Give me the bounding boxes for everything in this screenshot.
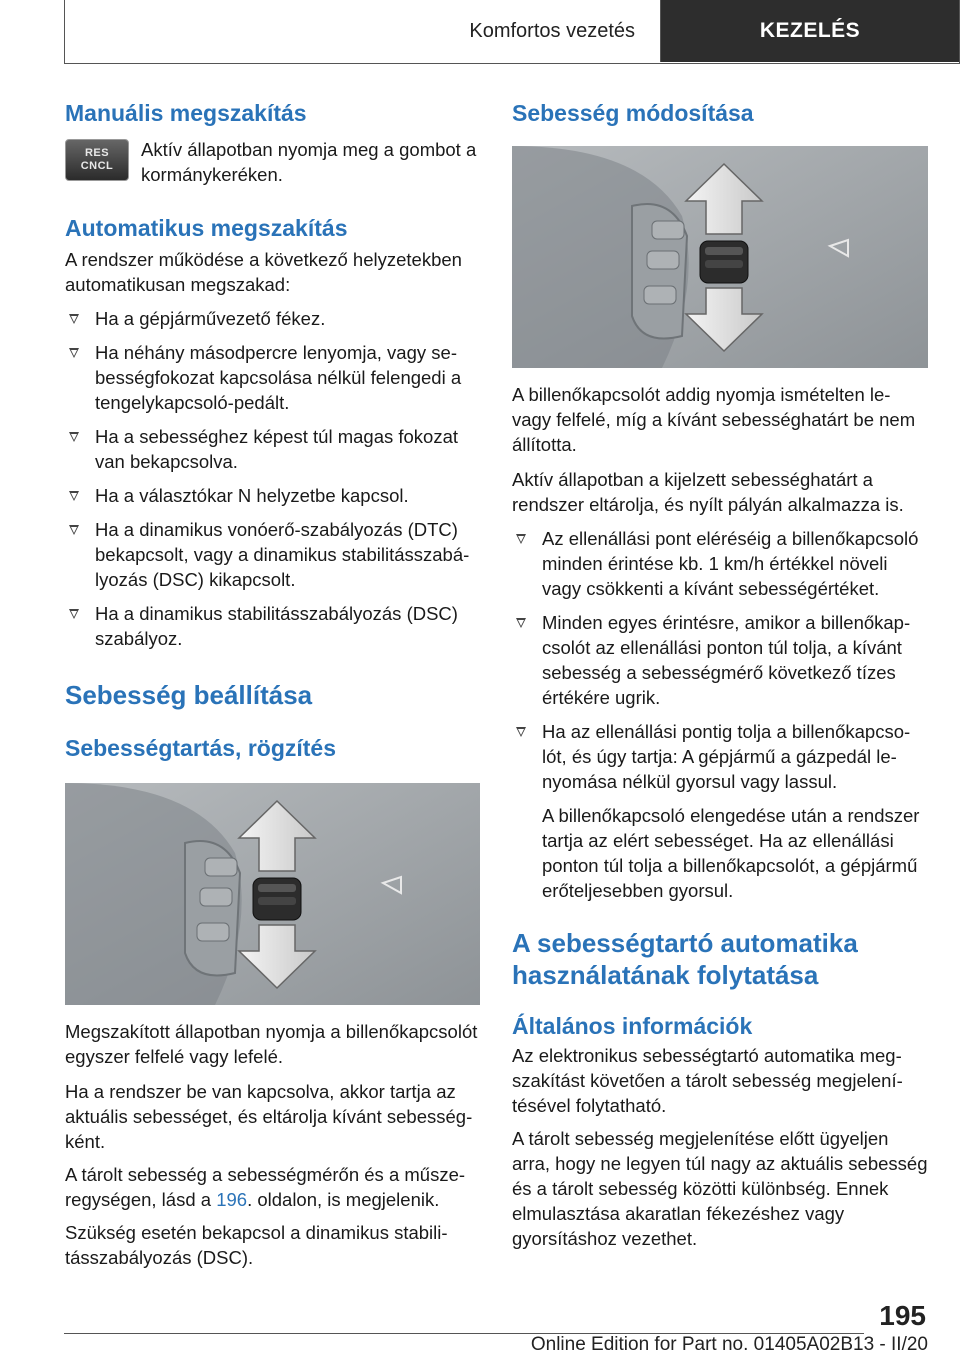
- page-reference-link[interactable]: 196: [216, 1189, 248, 1210]
- steering-wheel-switch-photo: [65, 783, 480, 1005]
- hold-paragraph-2: Ha a rendszer be van kapcsolva, akkor tartja az aktuális sebességet, és eltárolja kívánt sebességként.: [65, 1081, 473, 1152]
- hold-paragraph-4: Szükség esetén bekapcsol a dinamikus stabilitásszabályozás (DSC).: [65, 1222, 448, 1268]
- auto-cancel-list: [65, 306, 480, 651]
- list-item: Ha a sebességhez képest túl magas fokozat van bekapcsolva.: [65, 424, 480, 474]
- steering-wheel-switch-photo: [512, 146, 928, 368]
- change-paragraph-2: Aktív állapotban a kijelzett sebességhatárt a rendszer eltárolja, és nyílt pályán alkalmazza is.: [512, 469, 904, 515]
- hold-paragraph-3: A tárolt sebesség a sebességmérőn és a műszeregységen, lásd a 196. oldalon, is megjelenik.: [65, 1164, 466, 1210]
- bullet-triangle-icon: [69, 314, 79, 324]
- list-item: Minden egyes érintésre, amikor a billenőkapcsolót az ellenállási ponton túl tolja, a kívánt sebesség a sebességmérő következő tízes értékére ugrik.: [512, 610, 928, 710]
- manual-cancel-text: Aktív állapotban nyomja meg a gombot a kormánykeréken.: [141, 139, 477, 185]
- res-label: RES: [84, 147, 110, 159]
- manual-cancel-block: [65, 137, 480, 187]
- heading-hold-speed: Sebességtartás, rögzítés: [65, 735, 337, 761]
- list-item-continuation: A billenőkapcsoló elengedése után a rendszer tartja az elért sebességet. Ha az ellenállási ponton túl tolja a billenőkapcsolót, a gépjármű erőteljesebben gyorsul.: [542, 805, 920, 901]
- list-item: Ha a választókar N helyzetbe kapcsol.: [65, 483, 480, 508]
- heading-set-speed: Sebesség beállítása: [65, 680, 313, 710]
- cncl-label: CNCL: [80, 160, 114, 172]
- list-item: Ha a dinamikus stabilitásszabályozás (DSC) szabályoz.: [65, 601, 480, 651]
- bullet-triangle-icon: [516, 727, 526, 737]
- bullet-triangle-icon: [69, 432, 79, 442]
- change-paragraph-1: A billenőkapcsolót addig nyomja ismételten le- vagy felfelé, míg a kívánt sebességhatárt be nem állította.: [512, 384, 916, 455]
- bullet-triangle-icon: [516, 534, 526, 544]
- bullet-triangle-icon: [69, 609, 79, 619]
- right-column: [512, 98, 928, 1251]
- bullet-triangle-icon: [69, 525, 79, 535]
- list-item: Az ellenállási pont eléréséig a billenőkapcsoló minden érintése kb. 1 km/h értékkel növeli vagy csökkenti a kívánt sebességértéket.: [512, 526, 928, 601]
- list-item: Ha néhány másodpercre lenyomja, vagy sebességfokozat kapcsolása nélkül felengedi a tengelykapcsoló-pedált.: [65, 340, 480, 415]
- heading-resume: A sebességtartó automatika használatának folytatása: [512, 928, 858, 990]
- general-paragraph-1: Az elektronikus sebességtartó automatika megszakítást követően a tárolt sebesség megjelenítésével folytatható.: [512, 1045, 903, 1116]
- res-cncl-button-icon: [65, 139, 129, 181]
- list-item: Ha az ellenállási pontig tolja a billenőkapcsolót, és úgy tartja: A gépjármű a gázpedál lenyomása nélkül gyorsul vagy lassul. A billenőkapcsoló elengedése után a rendszer tartja az elért sebességet. Ha az ellenállási ponton túl tolja a billenőkapcsolót, a gépjármű erőteljesebben gyorsul.: [512, 719, 928, 903]
- list-item: Ha a dinamikus vonóerő-szabályozás (DTC) bekapcsolt, vagy a dinamikus stabilitásszabályozás (DSC) kikapcsolt.: [65, 517, 480, 592]
- heading-manual-cancel: Manuális megszakítás: [65, 100, 307, 126]
- heading-general-info: Általános információk: [512, 1013, 753, 1039]
- section-title: Komfortos vezetés: [469, 19, 635, 42]
- general-paragraph-2: A tárolt sebesség megjelenítése előtt ügyeljen arra, hogy ne legyen túl nagy az aktuális sebesség és a tárolt sebesség közötti különbség. Ennek elmulasztása akaratlan fékezéshez vagy gyorsításhoz vezethet.: [512, 1128, 928, 1249]
- auto-cancel-intro: A rendszer működése a következő helyzetekben automatikusan megszakad:: [65, 249, 462, 295]
- chapter-tab: KEZELÉS: [660, 0, 959, 62]
- bullet-triangle-icon: [69, 491, 79, 501]
- bullet-triangle-icon: [516, 618, 526, 628]
- change-list: [512, 526, 928, 903]
- heading-auto-cancel: Automatikus megszakítás: [65, 215, 348, 241]
- page-header: [64, 0, 960, 64]
- page-number: 195: [879, 1300, 926, 1331]
- edition-footer: Online Edition for Part no. 01405A02B13 - II/20: [530, 1334, 928, 1355]
- hold-paragraph-1: Megszakított állapotban nyomja a billenőkapcsolót egyszer felfelé vagy lefelé.: [65, 1021, 478, 1067]
- heading-change-speed: Sebesség módosítása: [512, 100, 754, 126]
- left-column: [65, 98, 480, 1270]
- bullet-triangle-icon: [69, 348, 79, 358]
- list-item: Ha a gépjárművezető fékez.: [65, 306, 480, 331]
